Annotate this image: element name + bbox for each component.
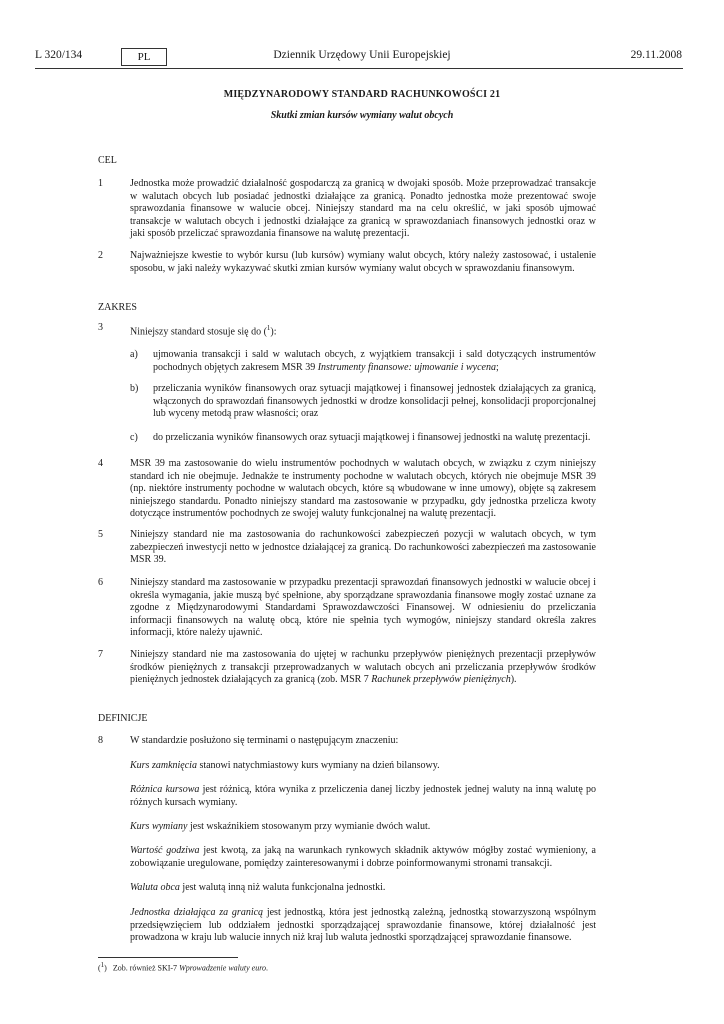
paragraph-text: Niniejszy standard stosuje się do ($^1$): (130, 324, 277, 338)
paragraph-number: 8 (98, 735, 103, 746)
page-header (0, 48, 724, 68)
publication-date: 29.11.2008 (630, 49, 682, 61)
section-heading-definicje: DEFINICJE (98, 713, 148, 724)
header-divider (35, 68, 683, 69)
definition-item: Kurs zamknięcia stanowi natychmiastowy kurs wymiany na dzień bilansowy. (130, 760, 440, 771)
definition-item: Kurs wymiany jest wskaźnikiem stosowanym przy wymianie dwóch walut. (130, 821, 431, 832)
section-heading-zakres: ZAKRES (98, 302, 137, 313)
list-marker: b) (130, 383, 139, 394)
section-heading-cel: CEL (98, 155, 117, 166)
definition-item: Waluta obca jest walutą inną niż waluta funkcjonalna jednostki. (130, 882, 386, 893)
definition-term: Wartość godziwa (130, 845, 200, 856)
paragraph-text: W standardzie posłużono się terminami o następującym znaczeniu: (130, 735, 399, 746)
paragraph-text: Niniejszy standard nie ma zastosowania do rachunkowości zabezpieczeń pozycji w walutach obcych, w tym zabezpieczeń inwestycji netto w jednostce działającej za granicą. Do rachunkowości zabezpieczeń ma zastosowanie MSR 39. (130, 529, 596, 565)
paragraph-number: 6 (98, 577, 103, 588)
footnote-divider (98, 957, 238, 958)
paragraph-text: Najważniejsze kwestie to wybór kursu (lub kursów) wymiany walut obcych, który należy zastosować, i ustalenie sposobu, w jaki należy wykazywać skutki zmian kursów wymiany walut obcych w sprawozdaniu finansowym. (130, 250, 596, 274)
journal-title: Dziennik Urzędowy Unii Europejskiej (273, 49, 451, 61)
paragraph-number: 5 (98, 529, 103, 540)
list-marker: a) (130, 349, 138, 360)
paragraph-text: Jednostka może prowadzić działalność gospodarczą za granicą w dwojaki sposób. Może przeprowadzać transakcje w walutach obcych lub posiadać jednostki działające za granicą. Ponadto jednostka może prezentować swoje sprawozdania finansowe w walucie obcej. Niniejszy standard ma na celu określić, w jaki sposób ujmować transakcje w walutach obcych i jednostki działające za granicą w sprawozdaniach finansowych jednostki oraz w jaki sposób przeliczać sprawozdania finansowe na walutę prezentacji. (130, 178, 596, 239)
definition-term: Waluta obca (130, 882, 180, 893)
definition-item: Wartość godziwa jest kwotą, za jaką na warunkach rynkowych składnik aktywów mógłby zostać wymieniony, a zobowiązanie uregulowane, pomiędzy zainteresowanymi i dobrze poinformowanymi stronami transakcji. (130, 845, 596, 869)
footnote: ($^1$) Zob. również SKI-7 Wprowadzenie waluty euro. (98, 961, 269, 973)
paragraph-number: 4 (98, 458, 103, 469)
definition-item: Różnica kursowa jest różnicą, która wynika z przeliczenia danej liczby jednostek jednej waluty na inną walutę po różnych kursach wymiany. (130, 784, 596, 808)
definition-item: Jednostka działająca za granicą jest jednostką, która jest jednostką zależną, jednostką stowarzyszoną wspólnym przedsięwzięciem lub oddziałem jednostki sporządzającej sprawozdanie finansowe, której działalność jest prowadzona w kraju lub walucie innych niż kraj lub waluta jednostki sporządzającej sprawozdanie finansowe. (130, 907, 596, 943)
paragraph-text: MSR 39 ma zastosowanie do wielu instrumentów pochodnych w walutach obcych, w związku z czym niniejszy standard ich nie obejmuje. Jednakże te instrumenty pochodne w walutach obcych, których nie obejmuje MSR 39 (np. niektóre instrumenty pochodne w walutach obcych, które są wbudowane w inne umowy), objęte są zakresem niniejszego standardu. Ponadto niniejszy standard ma zastosowanie w przypadku, gdy jednostka przelicza kwoty dotyczące instrumentów pochodnych ze swojej waluty funkcjonalnej na walutę prezentacji. (130, 458, 596, 519)
list-item-text: ujmowania transakcji i sald w walutach obcych, z wyjątkiem transakcji i sald dotyczących instrumentów pochodnych objętych zakresem MSR 39 Instrumenty finansowe: ujmowanie i wycena; (153, 349, 596, 373)
paragraph-number: 3 (98, 322, 103, 333)
document-subtitle: Skutki zmian kursów wymiany walut obcych (270, 110, 454, 121)
document-title: MIĘDZYNARODOWY STANDARD RACHUNKOWOŚCI 21 (223, 89, 501, 100)
footnote-reference: 1 (266, 324, 271, 332)
paragraph-text: Niniejszy standard ma zastosowanie w przypadku prezentacji sprawozdań finansowych jednostki w walucie obcej i określa wymagania, jakie muszą być spełnione, aby sporządzane sprawozdania finansowe mogły zostać uznane za zgodne z Międzynarodowymi Standardami Sprawozdawczości Finansowej. W odniesieniu do przeliczania informacji finansowych na walutę obcą, które nie spełnia tych wymogów, niniejszy standard określa zakres informacji, które należy ujawnić. (130, 577, 596, 638)
paragraph-number: 1 (98, 178, 103, 189)
journal-reference: L 320/134 (35, 49, 83, 61)
paragraph-number: 7 (98, 649, 103, 660)
list-item-text: przeliczania wyników finansowych oraz sytuacji majątkowej i finansowej jednostek działających za granicą, włączonych do sprawozdań finansowych jednostki w drodze konsolidacji pełnej, konsolidacji proporcjonalnej lub wyceny metodą praw własności; oraz (153, 383, 596, 419)
list-marker: c) (130, 432, 138, 443)
list-item-text: do przeliczania wyników finansowych oraz sytuacji majątkowej i finansowej jednostki na walutę prezentacji. (153, 432, 591, 443)
definition-term: Różnica kursowa (130, 784, 200, 795)
paragraph-number: 2 (98, 250, 103, 261)
definition-term: Jednostka działająca za granicą (130, 907, 264, 918)
definition-term: Kurs zamknięcia (130, 760, 197, 771)
language-badge: PL (121, 48, 167, 66)
paragraph-text: Niniejszy standard nie ma zastosowania do ujętej w rachunku przepływów pieniężnych prezentacji przepływów środków pieniężnych z transakcji przeprowadzanych w walutach obcych ani przeliczania przepływów środków pieniężnych jednostek działających za granicą (zob. MSR 7 Rachunek przepływów pieniężnych). (130, 649, 596, 685)
definition-term: Kurs wymiany (130, 821, 188, 832)
footnote-mark: 1 (100, 961, 105, 969)
